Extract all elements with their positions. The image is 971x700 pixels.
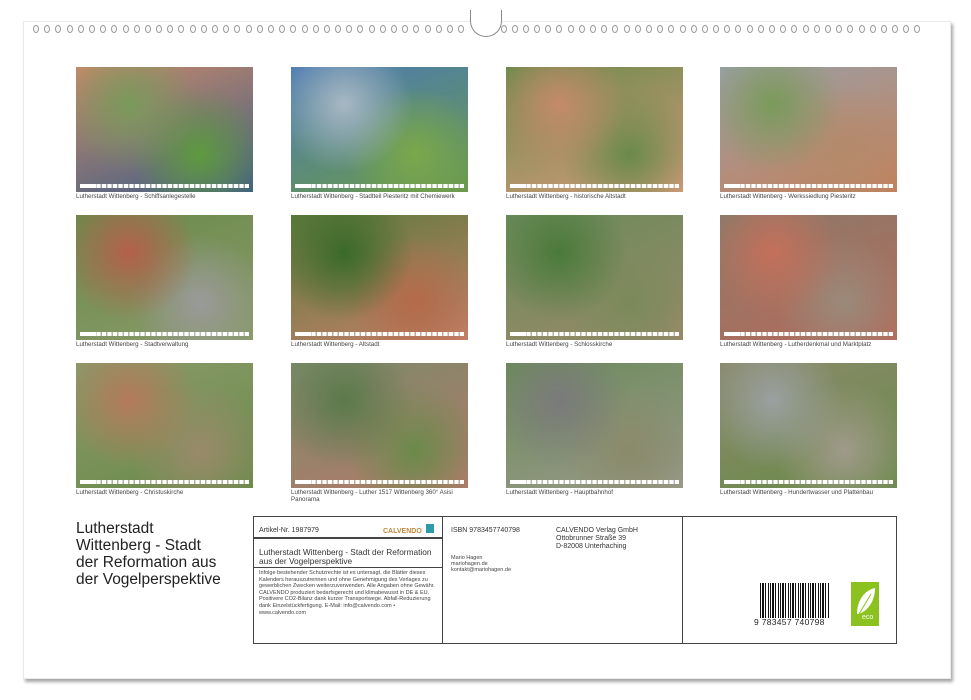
binding-ring (657, 25, 663, 33)
binding-ring (313, 25, 319, 33)
binding-ring (747, 25, 753, 33)
binding-ring (402, 25, 408, 33)
binding-ring (680, 25, 686, 33)
author-name: Mario Hagen (451, 555, 483, 561)
month-photo (291, 363, 468, 488)
calendar-date-strip (510, 332, 679, 336)
calendar-date-strip (724, 184, 893, 188)
product-title: Lutherstadt Wittenberg - Stadt der Reformation aus der Vogelperspektive (259, 547, 432, 566)
photo-caption: Lutherstadt Wittenberg - Christuskirche (76, 489, 184, 496)
barcode (760, 583, 830, 618)
binding-ring (870, 25, 876, 33)
photo-caption: Lutherstadt Wittenberg - Altstadt (291, 341, 380, 348)
binding-ring (458, 25, 464, 33)
binding-ring (903, 25, 909, 33)
photo-caption: Lutherstadt Wittenberg - Schlosskirche (506, 341, 613, 348)
calendar-title: Lutherstadt Wittenberg - Stadt der Reformation aus der Vogelperspektive (76, 520, 221, 588)
month-photo (506, 363, 683, 488)
binding-ring (111, 25, 117, 33)
binding-ring (324, 25, 330, 33)
binding-ring (145, 25, 151, 33)
photo-caption: Lutherstadt Wittenberg - Lutherdenkmal und Marktplatz (720, 341, 872, 348)
month-photo (506, 215, 683, 340)
publisher-city: D-82008 Unterhaching (556, 543, 627, 550)
binding-ring (646, 25, 652, 33)
binding-ring (791, 25, 797, 33)
binding-ring (357, 25, 363, 33)
binding-ring (201, 25, 207, 33)
binding-ring (859, 25, 865, 33)
photo-caption: Lutherstadt Wittenberg - Hauptbahnhof (506, 489, 613, 496)
publisher-street: Ottobrunner Straße 39 (556, 535, 627, 542)
binding-ring (713, 25, 719, 33)
binding-ring (769, 25, 775, 33)
binding-ring (369, 25, 375, 33)
legal-notice: Infolge bestehender Schutzrechte ist es untersagt, die Blätter dieses Kalenders herauszutrennen und ohne Genehmigung des Verlages zu gewerblichen Zwecken weiterzuverwenden. Alle Angaben ohne Gewähr. CALVENDO produziert bedarfsgerecht und klimabewusst in DE & EU. Positivere CO2-Bilanz dank kurzer Transportwege. Abfall-Reduzierung dank Einzelstückfertigung. E-Mail: info@calvendo.com • www.calvendo.com (259, 570, 435, 616)
binding-ring (601, 25, 607, 33)
binding-ring (212, 25, 218, 33)
photo-caption: Lutherstadt Wittenberg - Stadtteil Piesteritz mit Chemiewerk (291, 193, 455, 200)
month-photo (720, 215, 897, 340)
calendar-date-strip (80, 332, 249, 336)
calendar-date-strip (510, 184, 679, 188)
binding-ring (123, 25, 129, 33)
binding-ring (568, 25, 574, 33)
binding-ring (335, 25, 341, 33)
binding-ring (780, 25, 786, 33)
photo-caption: Lutherstadt Wittenberg - Werkssiedlung Piesteritz (720, 193, 856, 200)
month-photo (291, 67, 468, 192)
binding-ring (512, 25, 518, 33)
binding-ring (391, 25, 397, 33)
author-site: mariohagen.de (451, 561, 488, 567)
photo-caption: Lutherstadt Wittenberg - Schiffsanlegestelle (76, 193, 196, 200)
binding-ring (425, 25, 431, 33)
binding-ring (523, 25, 529, 33)
binding-ring (758, 25, 764, 33)
binding-ring (892, 25, 898, 33)
binding-ring (257, 25, 263, 33)
binding-ring (44, 25, 50, 33)
binding-ring (89, 25, 95, 33)
month-photo (76, 215, 253, 340)
binding-ring (624, 25, 630, 33)
binding-ring (268, 25, 274, 33)
eco-badge: eco (851, 582, 879, 626)
calendar-date-strip (295, 184, 464, 188)
binding-ring (290, 25, 296, 33)
binding-ring (545, 25, 551, 33)
calendar-date-strip (724, 480, 893, 484)
binding-ring (612, 25, 618, 33)
binding-ring (178, 25, 184, 33)
binding-ring (223, 25, 229, 33)
calendar-date-strip (510, 480, 679, 484)
binding-ring (78, 25, 84, 33)
binding-ring (167, 25, 173, 33)
calvendo-logo: CALVENDO (383, 520, 434, 538)
photo-caption: Lutherstadt Wittenberg - historische Altstadt (506, 193, 626, 200)
binding-ring (234, 25, 240, 33)
article-number: Artikel-Nr. 1987979 (259, 527, 319, 534)
month-photo (720, 363, 897, 488)
binding-ring (814, 25, 820, 33)
binding-ring (803, 25, 809, 33)
binding-ring (702, 25, 708, 33)
calendar-date-strip (80, 184, 249, 188)
calendar-date-strip (80, 480, 249, 484)
binding-ring (156, 25, 162, 33)
binding-ring (134, 25, 140, 33)
month-photo (506, 67, 683, 192)
month-photo (76, 363, 253, 488)
binding-ring (847, 25, 853, 33)
binding-ring (302, 25, 308, 33)
binding-ring (67, 25, 73, 33)
logo-mark-icon (426, 524, 434, 533)
binding-ring (691, 25, 697, 33)
divider (253, 567, 443, 568)
binding-ring (447, 25, 453, 33)
binding-ring (881, 25, 887, 33)
binding-ring (436, 25, 442, 33)
binding-ring (836, 25, 842, 33)
binding-ring (501, 25, 507, 33)
binding-ring (100, 25, 106, 33)
month-photo (720, 67, 897, 192)
binding-ring (190, 25, 196, 33)
binding-ring (33, 25, 39, 33)
month-photo (76, 67, 253, 192)
binding-ring (279, 25, 285, 33)
calendar-date-strip (295, 480, 464, 484)
photo-caption: Lutherstadt Wittenberg - Luther 1517 Wittenberg 360° Asisi Panorama (291, 489, 453, 503)
binding-ring (346, 25, 352, 33)
binding-ring (413, 25, 419, 33)
month-photo (291, 215, 468, 340)
binding-ring (556, 25, 562, 33)
binding-ring (55, 25, 61, 33)
binding-ring (635, 25, 641, 33)
binding-ring (735, 25, 741, 33)
binding-ring (668, 25, 674, 33)
binding-ring (380, 25, 386, 33)
binding-ring (825, 25, 831, 33)
photo-caption: Lutherstadt Wittenberg - Stadtverwaltung (76, 341, 189, 348)
binding-ring (914, 25, 920, 33)
author-email: kontakt@mariohagen.de (451, 567, 512, 573)
binding-ring (579, 25, 585, 33)
calendar-date-strip (295, 332, 464, 336)
binding-ring (246, 25, 252, 33)
binding-ring (590, 25, 596, 33)
barcode-number: 9 783457 740798 (754, 617, 825, 627)
publisher-name: CALVENDO Verlag GmbH (556, 527, 638, 534)
calendar-date-strip (724, 332, 893, 336)
photo-caption: Lutherstadt Wittenberg - Hundertwasser und Plattenbau (720, 489, 874, 496)
isbn: ISBN 9783457740798 (451, 527, 520, 534)
binding-ring (724, 25, 730, 33)
binding-ring (534, 25, 540, 33)
